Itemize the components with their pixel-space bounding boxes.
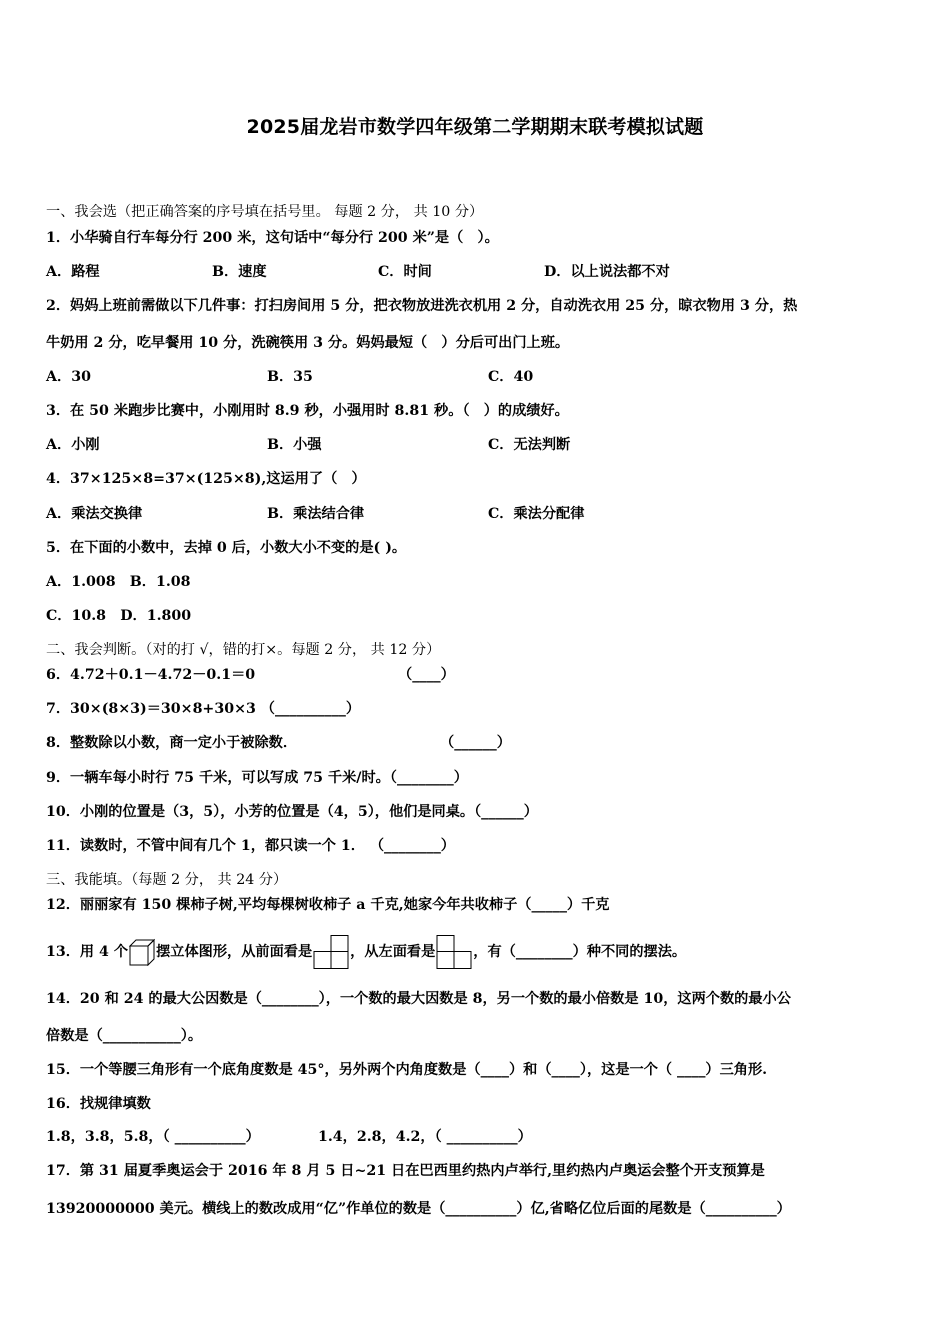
question-9: 9．一辆车每小时行 75 千米，可以写成 75 千米/时。（________） xyxy=(46,770,468,786)
q2-option-a: A．30 xyxy=(46,369,91,385)
question-17-line-2: 13920000000 美元。横线上的数改成用“亿”作单位的数是（__________）亿,省略亿位后面的尾数是（__________） xyxy=(46,1201,791,1217)
section-3-heading: 三、我能填。（每题 2 分， 共 24 分） xyxy=(46,872,288,888)
q3-option-c: C．无法判断 xyxy=(488,437,571,453)
left-view-icon xyxy=(436,935,472,969)
q6-answer-blank: （____） xyxy=(398,667,455,683)
question-2-line-1: 2．妈妈上班前需做以下几件事：打扫房间用 5 分，把衣物放进洗衣机用 2 分，自动洗衣用 25 分，晾衣物用 3 分，热 xyxy=(46,298,798,314)
q8-answer-blank: （______） xyxy=(440,735,511,751)
question-7: 7．30×(8×3)＝30×8+30×3 （__________） xyxy=(46,701,361,717)
q16-sequence-a: 1.8，3.8，5.8，（ __________） xyxy=(46,1129,260,1145)
question-8: 8．整数除以小数，商一定小于被除数． xyxy=(46,735,298,751)
q4-option-b: B．乘法结合律 xyxy=(267,506,365,522)
question-14-line-2: 倍数是（___________）。 xyxy=(46,1028,203,1044)
q1-option-b: B．速度 xyxy=(212,264,267,280)
q3-option-b: B．小强 xyxy=(267,437,322,453)
q3-option-a: A．小刚 xyxy=(46,437,100,453)
question-17-line-1: 17．第 31 届夏季奥运会于 2016 年 8 月 5 日~21 日在巴西里约热内卢举行,里约热内卢奥运会整个开支预算是 xyxy=(46,1163,765,1179)
q1-option-a: A．路程 xyxy=(46,264,100,280)
question-10: 10．小刚的位置是（3，5），小芳的位置是（4，5），他们是同桌。（______） xyxy=(46,804,538,820)
question-6: 6．4.72＋0.1－4.72－0.1＝0 xyxy=(46,667,256,683)
question-5: 5．在下面的小数中，去掉 0 后，小数大小不变的是( )。 xyxy=(46,540,407,556)
q2-option-c: C．40 xyxy=(488,369,534,385)
section-1-heading: 一、我会选（把正确答案的序号填在括号里。 每题 2 分， 共 10 分） xyxy=(46,204,484,220)
q4-option-a: A．乘法交换律 xyxy=(46,506,143,522)
q1-option-c: C．时间 xyxy=(378,264,432,280)
question-12: 12．丽丽家有 150 棵柿子树,平均每棵树收柿子 a 千克,她家今年共收柿子（_____）千克 xyxy=(46,897,610,913)
q5-options-ab: A．1.008 B．1.08 xyxy=(46,574,191,590)
question-4: 4．37×125×8=37×(125×8),这运用了（ ） xyxy=(46,471,366,487)
question-2-line-2: 牛奶用 2 分，吃早餐用 10 分，洗碗筷用 3 分。妈妈最短（ ）分后可出门上班。 xyxy=(46,335,570,351)
q5-options-cd: C．10.8 D．1.800 xyxy=(46,608,192,624)
question-14-line-1: 14．20 和 24 的最大公因数是（________），一个数的最大因数是 8，另一个数的最小倍数是 10，这两个数的最小公 xyxy=(46,991,791,1007)
question-13 xyxy=(46,935,686,969)
question-16: 16．找规律填数 xyxy=(46,1096,151,1112)
section-2-heading: 二、我会判断。（对的打 √，错的打×。每题 2 分， 共 12 分） xyxy=(46,642,441,658)
question-15: 15．一个等腰三角形有一个底角度数是 45°，另外两个内角度数是（____）和（____），这是一个（ ____）三角形. xyxy=(46,1062,768,1078)
front-view-icon xyxy=(313,935,349,969)
question-11: 11．读数时，不管中间有几个 1，都只读一个 1． （________） xyxy=(46,838,455,854)
q13-text-2: 摆立体图形，从前面看是 xyxy=(156,944,313,960)
q16-sequence-b: 1.4，2.8，4.2，（ __________） xyxy=(318,1129,532,1145)
q13-text-4: ，有（________）种不同的摆法。 xyxy=(473,944,687,960)
q2-option-b: B．35 xyxy=(267,369,313,385)
q4-option-c: C．乘法分配律 xyxy=(488,506,585,522)
q13-text-1: 13．用 4 个 xyxy=(46,944,129,960)
question-1: 1．小华骑自行车每分行 200 米，这句话中“每分行 200 米”是（ ）。 xyxy=(46,230,499,246)
cube-icon xyxy=(129,938,155,966)
page-title: 2025届龙岩市数学四年级第二学期期末联考模拟试题 xyxy=(246,116,704,138)
q1-option-d: D．以上说法都不对 xyxy=(544,264,670,280)
q13-text-3: ，从左面看是 xyxy=(350,944,436,960)
question-3: 3．在 50 米跑步比赛中，小刚用时 8.9 秒，小强用时 8.81 秒。（ ）的成绩好。 xyxy=(46,403,569,419)
